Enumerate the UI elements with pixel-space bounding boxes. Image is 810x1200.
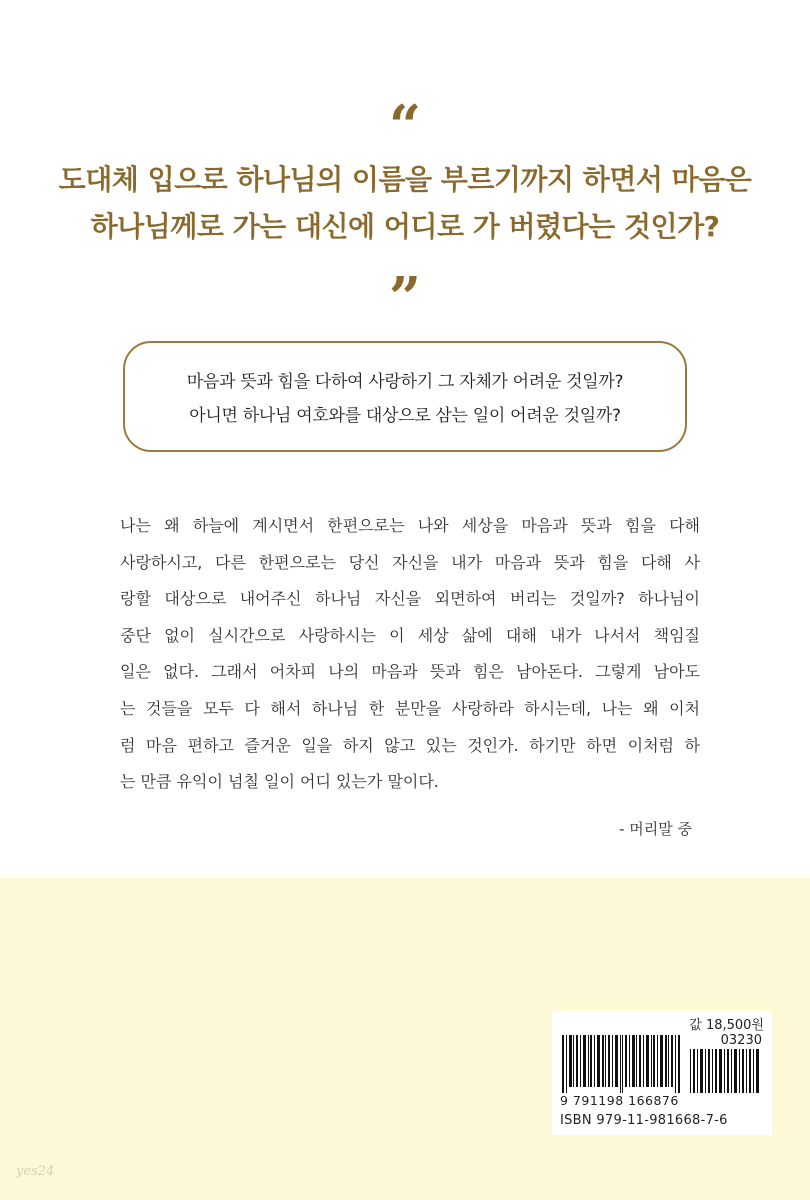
question-line-1: 마음과 뜻과 힘을 다하여 사랑하기 그 자체가 어려운 것일까? bbox=[186, 372, 624, 392]
excerpt-line: 랑할 대상으로 내어주신 하나님 자신을 외면하여 버리는 것일까? 하나님이 bbox=[120, 589, 700, 609]
excerpt-body bbox=[120, 513, 700, 806]
question-line-2: 아니면 하나님 여호와를 대상으로 삼는 일이 어려운 것일까? bbox=[189, 406, 621, 426]
excerpt-line: 는 만큼 유익이 넘칠 일이 어디 있는가 말이다. bbox=[120, 772, 439, 792]
headline-line-1: 도대체 입으로 하나님의 이름을 부르기까지 하면서 마음은 bbox=[58, 163, 752, 196]
excerpt-line: 는 것들을 모두 다 해서 하나님 한 분만을 사랑하라 하시는데, 나는 왜 이처 bbox=[120, 698, 700, 718]
barcode-panel bbox=[552, 1011, 772, 1135]
excerpt-line: 사랑하시고, 다른 한편으로는 당신 자신을 내가 마음과 뜻과 힘을 다해 사 bbox=[120, 552, 700, 572]
isbn-label: ISBN 979-11-981668-7-6 bbox=[560, 1113, 728, 1128]
excerpt-line: 럼 마음 편하고 즐거운 일을 하지 않고 있는 것인가. 하기만 하면 이처럼 하 bbox=[120, 735, 700, 755]
excerpt-line: 중단 없이 실시간으로 사랑하시는 이 세상 삶에 대해 내가 나서서 책임질 bbox=[120, 625, 700, 645]
question-box bbox=[123, 341, 687, 452]
excerpt-line: 일은 없다. 그래서 어차피 나의 마음과 뜻과 힘은 남아돈다. 그렇게 남아도 bbox=[120, 662, 700, 682]
barcode-bars bbox=[562, 1035, 686, 1093]
price-label: 값 18,500원 bbox=[689, 1018, 764, 1033]
addon-barcode-bars bbox=[690, 1049, 762, 1093]
store-watermark: yes24 bbox=[16, 1164, 55, 1179]
barcode-number: 9 791198 166876 bbox=[560, 1093, 679, 1108]
close-quote-mark: ” bbox=[388, 265, 422, 331]
add-on-code: 03230 bbox=[720, 1033, 762, 1048]
excerpt-line: 나는 왜 하늘에 계시면서 한편으로는 나와 세상을 마음과 뜻과 힘을 다해 bbox=[120, 516, 700, 535]
excerpt-source: - 머리말 중 bbox=[619, 820, 692, 838]
open-quote-mark: “ bbox=[388, 93, 422, 159]
headline-line-2: 하나님께로 가는 대신에 어디로 가 버렸다는 것인가? bbox=[90, 210, 720, 243]
